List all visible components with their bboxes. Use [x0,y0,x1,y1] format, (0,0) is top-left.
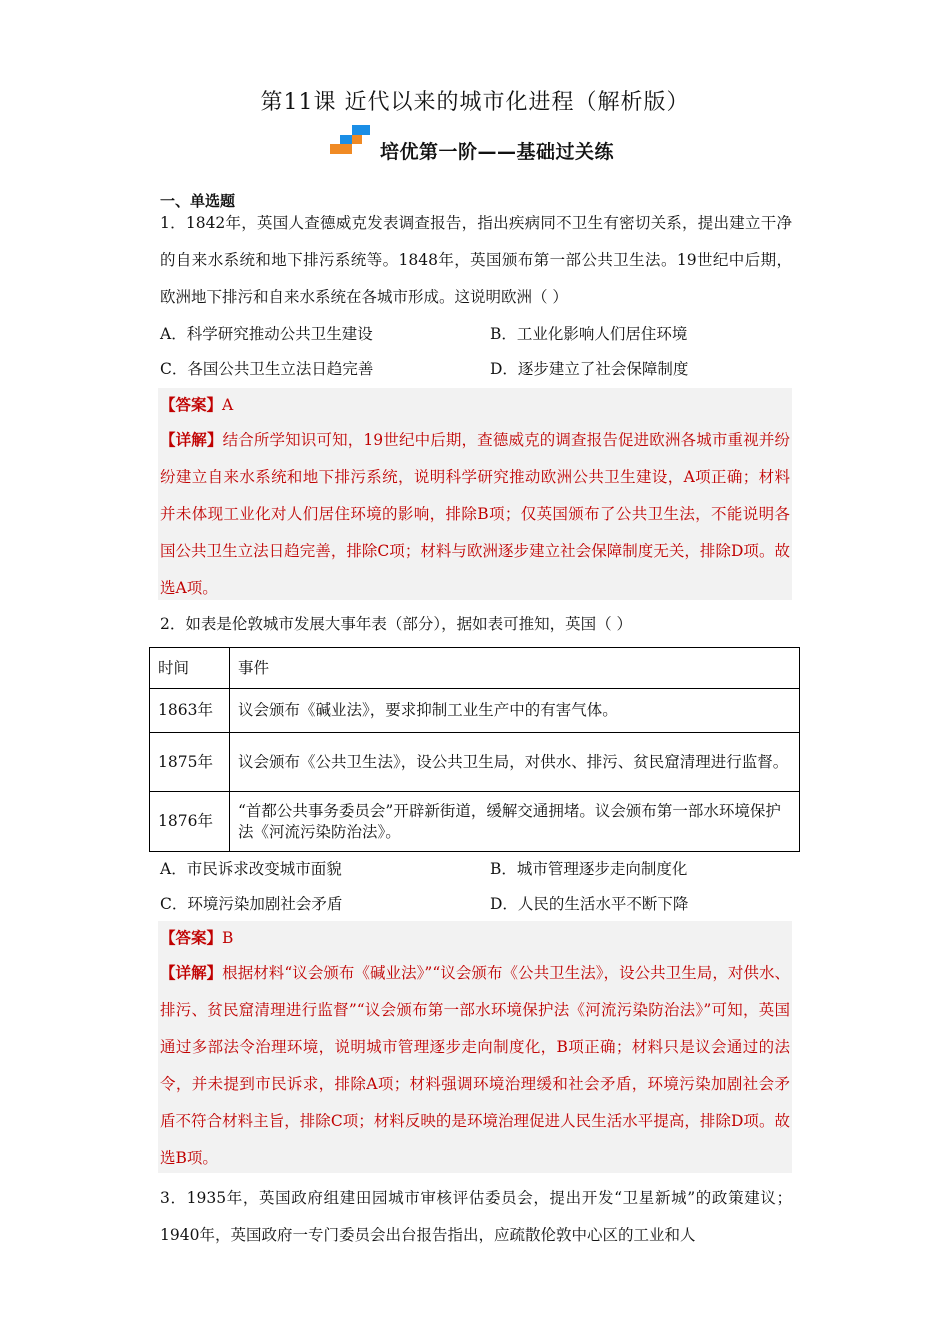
q2-answer-label: 【答案】 [160,928,223,947]
q1-option-a: A．科学研究推动公共卫生建设 [160,325,373,343]
q2-option-a: A．市民诉求改变城市面貌 [160,860,342,878]
q1-detail [158,421,792,607]
table-header-time: 时间 [150,648,230,689]
q1-answer-box [158,388,792,600]
question-3-stem: 3．1935年，英国政府组建田园城市审核评估委员会，提出开发“卫星新城”的政策建议；1940年，英国政府一专门委员会出台报告指出，应疏散伦敦中心区的工业和人 [160,1189,792,1244]
q2-answer-box [158,921,792,1173]
table-cell-year: 1863年 [150,689,230,733]
question-1-stem: 1．1842年，英国人查德威克发表调查报告，指出疾病同不卫生有密切关系，提出建立干净的自来水系统和地下排污系统等。1848年，英国颁布第一部公共卫生法。19世纪中后期，欧洲地下排污和自来水系统在各城市形成。这说明欧洲（ ） [160,214,792,306]
london-events-table [149,647,800,852]
q1-option-b: B．工业化影响人们居住环境 [490,325,688,343]
page-title: 第11课 近代以来的城市化进程（解析版） [260,90,690,115]
q2-detail-text: 根据材料“议会颁布《碱业法》”“议会颁布《公共卫生法》，设公共卫生局，对供水、排污、贫民窟清理进行监督”“议会颁布第一部水环境保护法《河流污染防治法》”可知，英国通过多部法令治理环境，说明城市管理逐步走向制度化，B项正确；材料只是议会通过的法令，并未提到市民诉求，排除A项；材料强调环境治理缓和社会矛盾，环境污染加剧社会矛盾不符合材料主旨，排除C项；材料反映的是环境治理促进人民生活水平提高，排除D项。故选B项。 [160,964,790,1167]
table-header-event: 事件 [230,648,800,689]
table-cell-event: 议会颁布《碱业法》，要求抑制工业生产中的有害气体。 [230,689,800,733]
question-2-stem: 2．如表是伦敦城市发展大事年表（部分），据如表可推知，英国（ ） [160,615,633,633]
q2-option-c: C．环境污染加剧社会矛盾 [160,895,343,913]
q2-option-b: B．城市管理逐步走向制度化 [490,860,688,878]
q2-option-d: D．人民的生活水平不断下降 [490,895,689,913]
table-header-row [150,648,800,689]
q1-option-c: C．各国公共卫生立法日趋完善 [160,360,374,378]
subtitle-banner [0,125,950,161]
q1-answer-label: 【答案】 [160,395,223,414]
q1-option-d: D．逐步建立了社会保障制度 [490,360,689,378]
q2-detail [158,954,792,1177]
q2-answer-line [158,921,792,954]
table-cell-event: 议会颁布《公共卫生法》，设公共卫生局，对供水、排污、贫民窟清理进行监督。 [230,733,800,792]
q1-answer-value: A [222,396,234,414]
section-heading: 一、单选题 [160,192,236,210]
table-row [150,689,800,733]
q1-detail-text: 结合所学知识可知，19世纪中后期，查德威克的调查报告促进欧洲各城市重视并纷纷建立自来水系统和地下排污系统，说明科学研究推动欧洲公共卫生建设，A项正确；材料并未体现工业化对人们居住环境的影响，排除B项；仅英国颁布了公共卫生法，不能说明各国公共卫生立法日趋完善，排除C项；材料与欧洲逐步建立社会保障制度无关，排除D项。故选A项。 [160,431,790,597]
table-row [150,733,800,792]
q1-answer-line [158,388,792,421]
table-cell-year: 1875年 [150,733,230,792]
q2-detail-label: 【详解】 [160,963,223,982]
q1-detail-label: 【详解】 [160,430,223,449]
table-cell-event: “首都公共事务委员会”开辟新街道，缓解交通拥堵。议会颁布第一部水环境保护法《河流污染防治法》。 [230,792,800,852]
table-row [150,792,800,852]
subtitle: 培优第一阶——基础过关练 [380,141,615,163]
staircase-logo-icon [330,125,374,159]
table-cell-year: 1876年 [150,792,230,852]
q2-answer-value: B [222,929,234,947]
